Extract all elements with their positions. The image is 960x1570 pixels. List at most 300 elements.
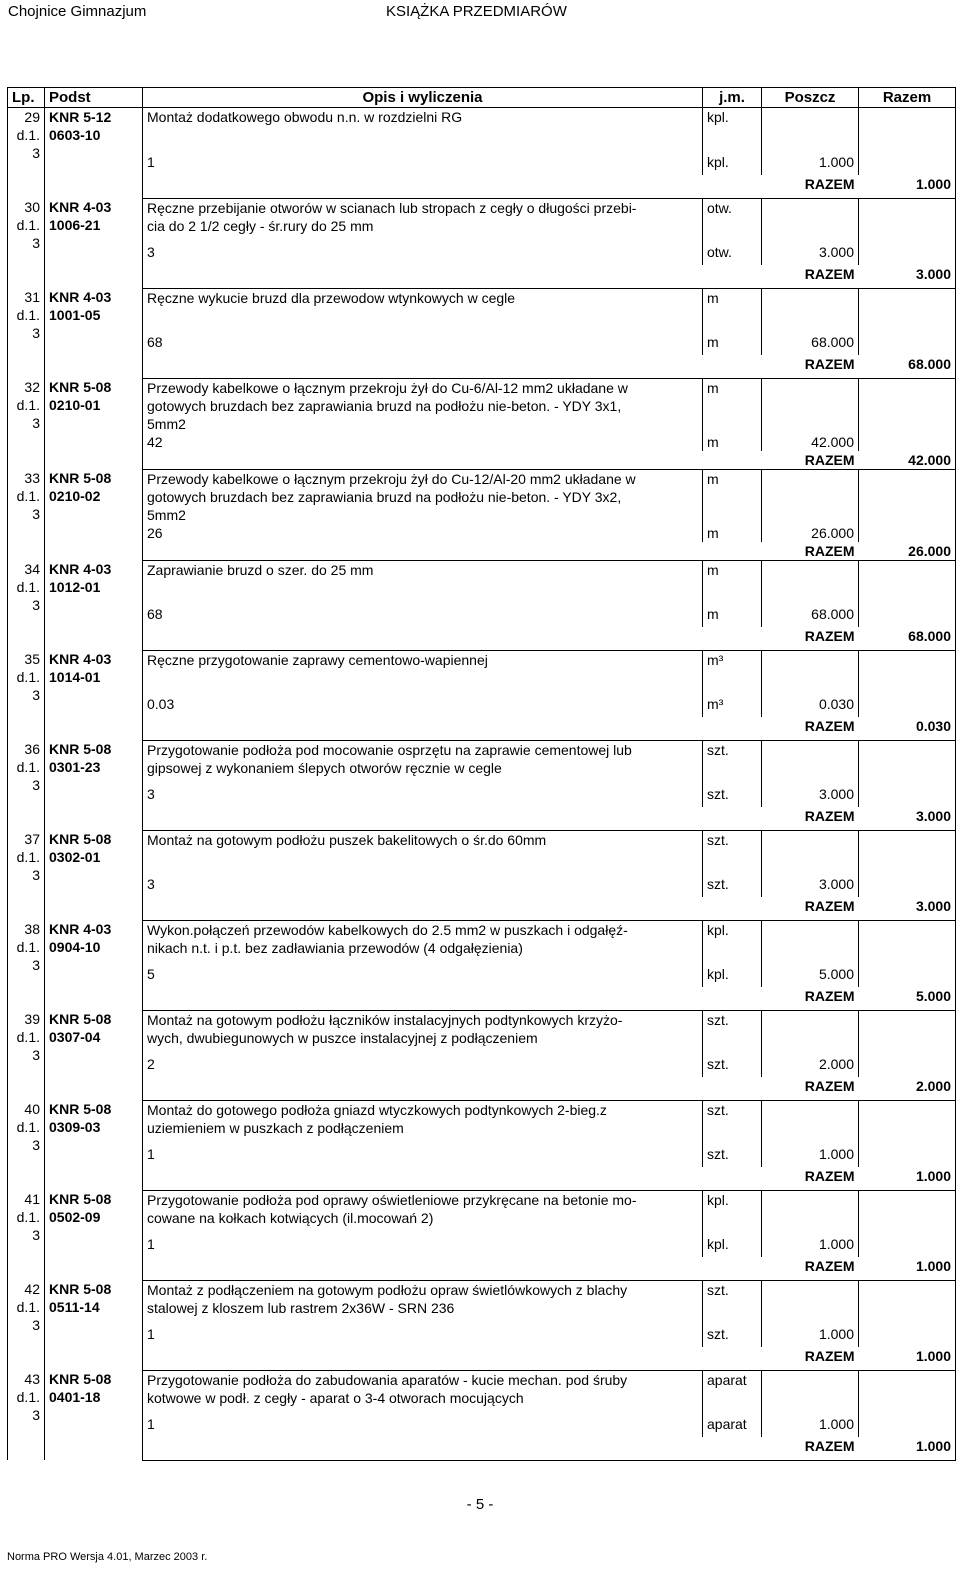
total-quantity: 0.030 <box>915 718 951 735</box>
description-line: Ręczne przebijanie otworów w scianach lub stropach z cegły o długości przebi- <box>147 199 637 216</box>
position-subsection: 3 <box>32 506 40 522</box>
position-number: 37 <box>24 831 40 847</box>
unit: szt. <box>707 1011 729 1028</box>
total-label: RAZEM <box>804 628 855 645</box>
table-row-calculation <box>8 875 956 897</box>
table-row <box>8 288 956 333</box>
cell-opis <box>143 1280 703 1325</box>
cell-poszcz <box>762 378 859 433</box>
unit: otw. <box>707 199 732 216</box>
total-label: RAZEM <box>804 1078 855 1095</box>
position-section: d.1. <box>16 127 40 143</box>
total-quantity: 3.000 <box>915 898 951 915</box>
partial-quantity: 1.000 <box>818 1146 854 1162</box>
position-subsection: 3 <box>32 235 40 251</box>
cell-opis <box>143 920 703 965</box>
cell-opis <box>143 1010 703 1055</box>
total-label: RAZEM <box>804 1168 855 1185</box>
basis-item: 0904-10 <box>49 939 101 955</box>
total-quantity: 2.000 <box>915 1078 951 1095</box>
cell-podst <box>45 1010 143 1100</box>
basis-catalog: KNR 5-08 <box>49 1281 112 1297</box>
description-line <box>147 669 698 687</box>
table-header-row <box>8 88 956 108</box>
cell-poszcz <box>762 288 859 333</box>
position-subsection: 3 <box>32 597 40 613</box>
basis-item: 0210-02 <box>49 488 101 504</box>
cell-podst <box>45 469 143 560</box>
cell-razem <box>859 560 956 605</box>
cell-lp <box>8 560 45 650</box>
position-subsection: 3 <box>32 1137 40 1153</box>
cell-podst <box>45 1370 143 1460</box>
total-quantity: 5.000 <box>915 988 951 1005</box>
table-row-total <box>8 897 956 920</box>
calculation-value: 3 <box>147 244 155 260</box>
table-row-total <box>8 1257 956 1280</box>
cell-podst <box>45 740 143 830</box>
position-subsection: 3 <box>32 1227 40 1243</box>
table-row-calculation <box>8 524 956 542</box>
cell-podst <box>45 198 143 288</box>
description-line <box>147 579 698 597</box>
basis-item: 1006-21 <box>49 217 101 233</box>
cell-opis <box>143 1190 703 1235</box>
partial-quantity: 3.000 <box>818 876 854 892</box>
basis-item: 1012-01 <box>49 579 101 595</box>
description-line: uziemieniem w puszkach z podłączeniem <box>147 1119 404 1136</box>
position-subsection: 3 <box>32 1317 40 1333</box>
position-number: 29 <box>24 109 40 125</box>
total-quantity: 1.000 <box>915 1168 951 1185</box>
total-quantity: 3.000 <box>915 808 951 825</box>
unit: m <box>707 470 719 487</box>
description-line: 5mm2 <box>147 415 186 432</box>
partial-quantity: 68.000 <box>811 334 854 350</box>
cell-opis <box>143 469 703 524</box>
position-subsection: 3 <box>32 325 40 341</box>
position-section: d.1. <box>16 488 40 504</box>
total-label: RAZEM <box>804 898 855 915</box>
cell-lp <box>8 650 45 740</box>
basis-catalog: KNR 4-03 <box>49 199 112 215</box>
cell-razem <box>859 288 956 333</box>
unit: m <box>707 379 719 396</box>
position-section: d.1. <box>16 1209 40 1225</box>
position-number: 35 <box>24 651 40 667</box>
header-investment-name: Chojnice Gimnazjum <box>8 3 147 20</box>
table-row <box>8 469 956 524</box>
table-row <box>8 920 956 965</box>
table-row-calculation <box>8 785 956 807</box>
basis-catalog: KNR 5-08 <box>49 1371 112 1387</box>
cell-lp <box>8 1190 45 1280</box>
description-line: Montaż z podłączeniem na gotowym podłożu opraw świetlówkowych z blachy <box>147 1281 628 1298</box>
basis-catalog: KNR 5-08 <box>49 1011 112 1027</box>
calculation-value: 68 <box>147 606 163 622</box>
total-label: RAZEM <box>804 356 855 373</box>
cell-opis <box>143 740 703 785</box>
unit: szt. <box>707 1101 729 1118</box>
cell-opis <box>143 378 703 433</box>
description-line: Montaż dodatkowego obwodu n.n. w rozdzielni RG <box>147 109 463 125</box>
cell-poszcz <box>762 740 859 785</box>
cell-poszcz <box>762 920 859 965</box>
basis-item: 1014-01 <box>49 669 101 685</box>
description-line: stalowej z kloszem lub rastrem 2x36W - SRN 236 <box>147 1299 455 1316</box>
cell-jm <box>703 650 762 695</box>
cell-razem <box>859 1190 956 1235</box>
cell-poszcz <box>762 830 859 875</box>
cell-lp <box>8 1280 45 1370</box>
basis-item: 0210-01 <box>49 397 101 413</box>
basis-item: 0401-18 <box>49 1389 101 1405</box>
position-section: d.1. <box>16 1389 40 1405</box>
cell-poszcz <box>762 1190 859 1235</box>
basis-item: 0301-23 <box>49 759 101 775</box>
table-row-total <box>8 1077 956 1100</box>
position-number: 41 <box>24 1191 40 1207</box>
basis-item: 0307-04 <box>49 1029 101 1045</box>
table-row-total <box>8 717 956 740</box>
total-quantity: 1.000 <box>915 1258 951 1275</box>
description-line: Ręczne wykucie bruzd dla przewodow wtynkowych w cegle <box>147 289 516 306</box>
table-row-calculation <box>8 1415 956 1437</box>
total-label: RAZEM <box>804 988 855 1005</box>
cell-poszcz <box>762 650 859 695</box>
cell-podst <box>45 288 143 378</box>
basis-catalog: KNR 5-08 <box>49 379 112 395</box>
position-section: d.1. <box>16 849 40 865</box>
total-label: RAZEM <box>804 176 855 193</box>
calculation-unit: szt. <box>707 1146 729 1162</box>
basis-catalog: KNR 5-12 <box>49 109 112 125</box>
table-row <box>8 1190 956 1235</box>
partial-quantity: 2.000 <box>818 1056 854 1072</box>
cell-razem <box>859 1370 956 1415</box>
calculation-value: 5 <box>147 966 155 982</box>
table-row <box>8 198 956 243</box>
cell-lp <box>8 920 45 1010</box>
table-row-calculation <box>8 1235 956 1257</box>
cell-poszcz <box>762 1010 859 1055</box>
unit: szt. <box>707 831 729 848</box>
table-row <box>8 1280 956 1325</box>
calculation-value: 2 <box>147 1056 155 1072</box>
column-header-lp: Lp. <box>8 88 45 108</box>
basis-catalog: KNR 4-03 <box>49 921 112 937</box>
total-label: RAZEM <box>804 1438 855 1455</box>
description-line: Przewody kabelkowe o łącznym przekroju żył do Cu-12/Al-20 mm2 układane w <box>147 470 636 487</box>
cell-lp <box>8 1100 45 1190</box>
position-number: 40 <box>24 1101 40 1117</box>
cell-opis <box>143 198 703 243</box>
column-header-jm: j.m. <box>703 88 762 108</box>
basis-item: 1001-05 <box>49 307 101 323</box>
cell-lp <box>8 378 45 469</box>
total-label: RAZEM <box>804 718 855 735</box>
unit: aparat <box>707 1371 747 1388</box>
position-number: 31 <box>24 289 40 305</box>
cell-razem <box>859 830 956 875</box>
total-quantity: 3.000 <box>915 266 951 283</box>
description-line: Montaż do gotowego podłoża gniazd wtyczkowych podtynkowych 2-bieg.z <box>147 1101 607 1118</box>
cell-poszcz <box>762 1370 859 1415</box>
basis-catalog: KNR 4-03 <box>49 561 112 577</box>
position-subsection: 3 <box>32 867 40 883</box>
cell-lp <box>8 740 45 830</box>
cell-podst <box>45 830 143 920</box>
cell-lp <box>8 1370 45 1460</box>
position-number: 43 <box>24 1371 40 1387</box>
partial-quantity: 68.000 <box>811 606 854 622</box>
cell-opis <box>143 108 703 153</box>
calculation-value: 1 <box>147 1326 155 1342</box>
position-subsection: 3 <box>32 1047 40 1063</box>
cell-lp <box>8 469 45 560</box>
table-row-calculation <box>8 1325 956 1347</box>
cell-jm <box>703 1190 762 1235</box>
position-number: 42 <box>24 1281 40 1297</box>
cell-podst <box>45 920 143 1010</box>
cell-podst <box>45 650 143 740</box>
calculation-unit: kpl. <box>707 966 729 982</box>
cell-podst <box>45 560 143 650</box>
basis-item: 0603-10 <box>49 127 101 143</box>
description-line <box>147 307 698 325</box>
footer-software: Norma PRO Wersja 4.01, Marzec 2003 r. <box>7 1551 208 1563</box>
table-row <box>8 378 956 433</box>
description-line: Przygotowanie podłoża pod oprawy oświetleniowe przykręcane na betonie mo- <box>147 1191 637 1208</box>
cell-opis <box>143 288 703 333</box>
position-section: d.1. <box>16 397 40 413</box>
total-label: RAZEM <box>804 451 855 468</box>
cell-razem <box>859 198 956 243</box>
header-document-title: KSIĄŻKA PRZEDMIARÓW <box>386 3 567 20</box>
cell-opis <box>143 1370 703 1415</box>
cell-lp <box>8 1010 45 1100</box>
table-row-total <box>8 265 956 288</box>
position-subsection: 3 <box>32 1407 40 1423</box>
total-quantity: 1.000 <box>915 1438 951 1455</box>
cell-jm <box>703 198 762 243</box>
description-line: Zaprawianie bruzd o szer. do 25 mm <box>147 561 374 578</box>
calculation-unit: m³ <box>707 696 724 712</box>
cell-lp <box>8 288 45 378</box>
description-line: cowane na kołkach kotwiących (il.mocowań 2) <box>147 1209 434 1226</box>
table-row-total <box>8 175 956 198</box>
table-row-calculation <box>8 1145 956 1167</box>
cell-opis <box>143 560 703 605</box>
table-row-calculation <box>8 153 956 175</box>
description-line: nikach n.t. i p.t. bez zadławiania przewodów (4 odgałęzienia) <box>147 939 523 956</box>
cell-poszcz <box>762 469 859 524</box>
table-row <box>8 560 956 605</box>
basis-catalog: KNR 4-03 <box>49 651 112 667</box>
calculation-value: 26 <box>147 524 163 541</box>
table-row <box>8 1370 956 1415</box>
table-row-total <box>8 451 956 470</box>
position-section: d.1. <box>16 579 40 595</box>
calculation-unit: m <box>707 433 719 450</box>
calculation-value: 3 <box>147 876 155 892</box>
cell-jm <box>703 920 762 965</box>
table-row-total <box>8 1347 956 1370</box>
description-line: gotowych bruzdach bez zaprawiania bruzd na podłożu nie-beton. - YDY 3x1, <box>147 397 622 414</box>
total-quantity: 42.000 <box>908 451 951 468</box>
description-line: Montaż na gotowym podłożu puszek bakelitowych o śr.do 60mm <box>147 831 547 848</box>
total-label: RAZEM <box>804 1348 855 1365</box>
cell-jm <box>703 378 762 433</box>
cell-razem <box>859 650 956 695</box>
calculation-unit: m <box>707 606 719 622</box>
basis-item: 0302-01 <box>49 849 101 865</box>
table-row-total <box>8 542 956 561</box>
table-row <box>8 650 956 695</box>
basis-item: 0511-14 <box>49 1299 100 1315</box>
table-row-total <box>8 807 956 830</box>
description-line: kotwowe w podł. z cegły - aparat o 3-4 otworach mocujących <box>147 1389 524 1406</box>
positions-body <box>8 108 956 1461</box>
basis-catalog: KNR 5-08 <box>49 741 112 757</box>
unit: kpl. <box>707 921 729 938</box>
calculation-unit: kpl. <box>707 153 729 170</box>
position-section: d.1. <box>16 669 40 685</box>
unit: kpl. <box>707 1191 729 1208</box>
page-number: - 5 - <box>466 1496 494 1513</box>
description-line: Wykon.połączeń przewodów kabelkowych do 2.5 mm2 w puszkach i odgałęź- <box>147 921 628 938</box>
description-line: gipsowej z wykonaniem ślepych otworów ręcznie w cegle <box>147 759 502 776</box>
cell-razem <box>859 108 956 153</box>
cell-podst <box>45 1280 143 1370</box>
position-number: 30 <box>24 199 40 215</box>
position-number: 38 <box>24 921 40 937</box>
cell-lp <box>8 830 45 920</box>
partial-quantity: 1.000 <box>818 153 854 170</box>
calculation-value: 1 <box>147 1416 155 1432</box>
cell-podst <box>45 1190 143 1280</box>
cell-razem <box>859 740 956 785</box>
cell-jm <box>703 1280 762 1325</box>
description-line: Przewody kabelkowe o łącznym przekroju żył do Cu-6/Al-12 mm2 układane w <box>147 379 628 396</box>
position-number: 36 <box>24 741 40 757</box>
cell-lp <box>8 198 45 288</box>
column-header-podst: Podst <box>45 88 143 108</box>
calculation-unit: szt. <box>707 1326 729 1342</box>
column-header-razem: Razem <box>859 88 956 108</box>
calculation-value: 1 <box>147 1236 155 1252</box>
cell-jm <box>703 560 762 605</box>
position-number: 34 <box>24 561 40 577</box>
description-line: wych, dwubiegunowych w puszce instalacyjnej z podłączeniem <box>147 1029 538 1046</box>
calculation-unit: szt. <box>707 1056 729 1072</box>
partial-quantity: 5.000 <box>818 966 854 982</box>
table-row <box>8 1010 956 1055</box>
basis-catalog: KNR 5-08 <box>49 1191 112 1207</box>
position-number: 39 <box>24 1011 40 1027</box>
partial-quantity: 1.000 <box>818 1326 854 1342</box>
cell-jm <box>703 830 762 875</box>
cell-poszcz <box>762 1280 859 1325</box>
cell-jm <box>703 1010 762 1055</box>
cell-jm <box>703 288 762 333</box>
position-section: d.1. <box>16 939 40 955</box>
cell-poszcz <box>762 1100 859 1145</box>
description-line: gotowych bruzdach bez zaprawiania bruzd na podłożu nie-beton. - YDY 3x2, <box>147 488 622 505</box>
table-row-calculation <box>8 605 956 627</box>
cell-podst <box>45 378 143 469</box>
cell-razem <box>859 1280 956 1325</box>
unit: kpl. <box>707 109 729 125</box>
total-quantity: 68.000 <box>908 356 951 373</box>
partial-quantity: 0.030 <box>818 696 854 712</box>
table-row-calculation <box>8 333 956 355</box>
position-section: d.1. <box>16 1029 40 1045</box>
partial-quantity: 3.000 <box>818 786 854 802</box>
total-quantity: 68.000 <box>908 628 951 645</box>
total-label: RAZEM <box>804 542 855 559</box>
table-row-total <box>8 355 956 378</box>
cell-jm <box>703 740 762 785</box>
table-row <box>8 1100 956 1145</box>
position-subsection: 3 <box>32 957 40 973</box>
calculation-unit: otw. <box>707 244 732 260</box>
column-header-opis: Opis i wyliczenia <box>143 88 703 108</box>
basis-item: 0309-03 <box>49 1119 101 1135</box>
table-row-calculation <box>8 695 956 717</box>
cell-poszcz <box>762 108 859 153</box>
position-section: d.1. <box>16 759 40 775</box>
partial-quantity: 1.000 <box>818 1236 854 1252</box>
description-line <box>147 126 698 144</box>
partial-quantity: 42.000 <box>811 433 854 450</box>
cell-razem <box>859 920 956 965</box>
position-section: d.1. <box>16 307 40 323</box>
cell-podst <box>45 108 143 199</box>
cell-jm <box>703 469 762 524</box>
description-line: Montaż na gotowym podłożu łączników instalacyjnych podtynkowych krzyżo- <box>147 1011 623 1028</box>
position-subsection: 3 <box>32 415 40 431</box>
position-section: d.1. <box>16 1119 40 1135</box>
total-quantity: 26.000 <box>908 542 951 559</box>
total-quantity: 1.000 <box>915 1348 951 1365</box>
position-subsection: 3 <box>32 687 40 703</box>
calculation-value: 68 <box>147 334 163 350</box>
total-label: RAZEM <box>804 1258 855 1275</box>
table-row-calculation <box>8 965 956 987</box>
table-row-total <box>8 627 956 650</box>
total-label: RAZEM <box>804 808 855 825</box>
calculation-value: 0.03 <box>147 696 175 712</box>
position-subsection: 3 <box>32 145 40 161</box>
description-line: Ręczne przygotowanie zaprawy cementowo-wapiennej <box>147 651 488 668</box>
cell-razem <box>859 469 956 524</box>
calculation-unit: aparat <box>707 1416 747 1432</box>
cell-podst <box>45 1100 143 1190</box>
position-subsection: 3 <box>32 777 40 793</box>
table-row-total <box>8 987 956 1010</box>
total-label: RAZEM <box>804 266 855 283</box>
position-section: d.1. <box>16 1299 40 1315</box>
cell-opis <box>143 1100 703 1145</box>
unit: szt. <box>707 1281 729 1298</box>
basis-catalog: KNR 5-08 <box>49 470 112 486</box>
calculation-value: 1 <box>147 153 155 170</box>
cell-razem <box>859 1100 956 1145</box>
table-row <box>8 740 956 785</box>
position-number: 32 <box>24 379 40 395</box>
description-line: 5mm2 <box>147 506 186 523</box>
